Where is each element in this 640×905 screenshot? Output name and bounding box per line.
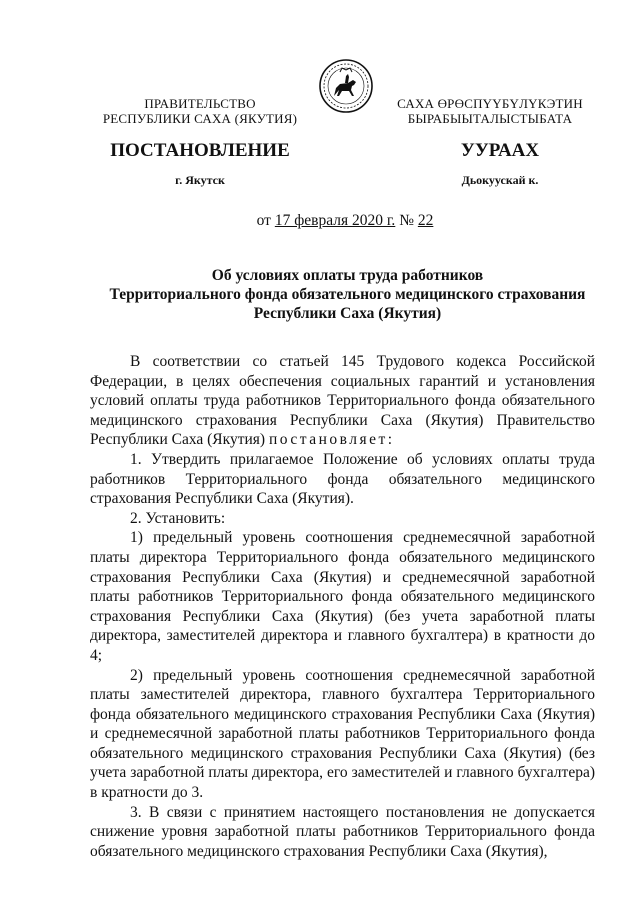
city-ru: г. Якутск bbox=[175, 173, 225, 187]
issuer-sah-line1: САХА ӨРӨСПҮҮБҮЛҮКЭТИН bbox=[397, 96, 583, 111]
paragraph-subitem-2: 2) предельный уровень соотношения среднемесячной заработной платы заместителей директора, главного бухгалтера Территориального фонда обязательного медицинского страхования Республики Саха (Якутия) и среднемесячной заработной платы работников Территориального фонда обязательного медицинского страхования Республики Саха (Якутия) (без учета заработной платы директора, его заместителей и главного бухгалтера) в кратности до 3. bbox=[90, 666, 595, 802]
issuer-sah bbox=[390, 96, 590, 126]
paragraph-item-1: 1. Утвердить прилагаемое Положение об условиях оплаты труда работников Территориального фонда обязательного медицинского страхования Республики Саха (Якутия). bbox=[90, 450, 595, 508]
title-line3: Республики Саха (Якутия) bbox=[253, 305, 442, 322]
document-number: 22 bbox=[417, 212, 434, 229]
document-date: 17 февраля 2020 г. bbox=[274, 212, 396, 229]
date-prefix: от bbox=[256, 212, 275, 229]
title-line1: Об условиях оплаты труда работников bbox=[211, 267, 484, 284]
coat-of-arms-emblem bbox=[318, 58, 374, 114]
decree-verb: постановляет: bbox=[268, 431, 395, 449]
document-kind-sah: УУРААХ bbox=[460, 140, 540, 161]
issuer-ru-line1: ПРАВИТЕЛЬСТВО bbox=[144, 96, 256, 111]
document-body bbox=[90, 352, 595, 861]
issuer-ru bbox=[90, 96, 310, 126]
document-title bbox=[90, 266, 605, 323]
date-number-line bbox=[0, 212, 640, 230]
paragraph-item-2: 2. Установить: bbox=[130, 509, 226, 527]
title-line2: Территориального фонда обязательного медицинского страхования bbox=[109, 286, 586, 303]
preamble-paragraph bbox=[90, 352, 595, 450]
paragraph-subitem-1: 1) предельный уровень соотношения среднемесячной заработной платы директора Территориального фонда обязательного медицинского страхования Республики Саха (Якутия) и среднемесячной заработной платы работников Территориального фонда обязательного медицинского страхования Республики Саха (Якутия) (без учета заработной платы директора, заместителей директора и главного бухгалтера) в кратности до 4; bbox=[90, 529, 595, 664]
issuer-sah-line2: БЫРАБЫЫТАЛЫСТЫБАТА bbox=[407, 111, 573, 126]
preamble-text: В соответствии со статьей 145 Трудового кодекса Российской Федерации, в целях обеспечения социальных гарантий и установления условий оплаты труда работников Территориального фонда обязательного медицинского страхования Республики Саха (Якутия) Правительство Республики Саха (Якутия) bbox=[90, 353, 595, 449]
number-prefix: № bbox=[395, 212, 418, 229]
document-kind-ru: ПОСТАНОВЛЕНИЕ bbox=[110, 140, 290, 161]
issuer-ru-line2: РЕСПУБЛИКИ САХА (ЯКУТИЯ) bbox=[102, 111, 298, 126]
city-sah: Дьокуускай к. bbox=[461, 173, 539, 187]
paragraph-item-3: 3. В связи с принятием настоящего постановления не допускается снижение уровня заработной платы работников Территориального фонда обязательного медицинского страхования Республики Саха (Якутия), bbox=[90, 803, 595, 860]
